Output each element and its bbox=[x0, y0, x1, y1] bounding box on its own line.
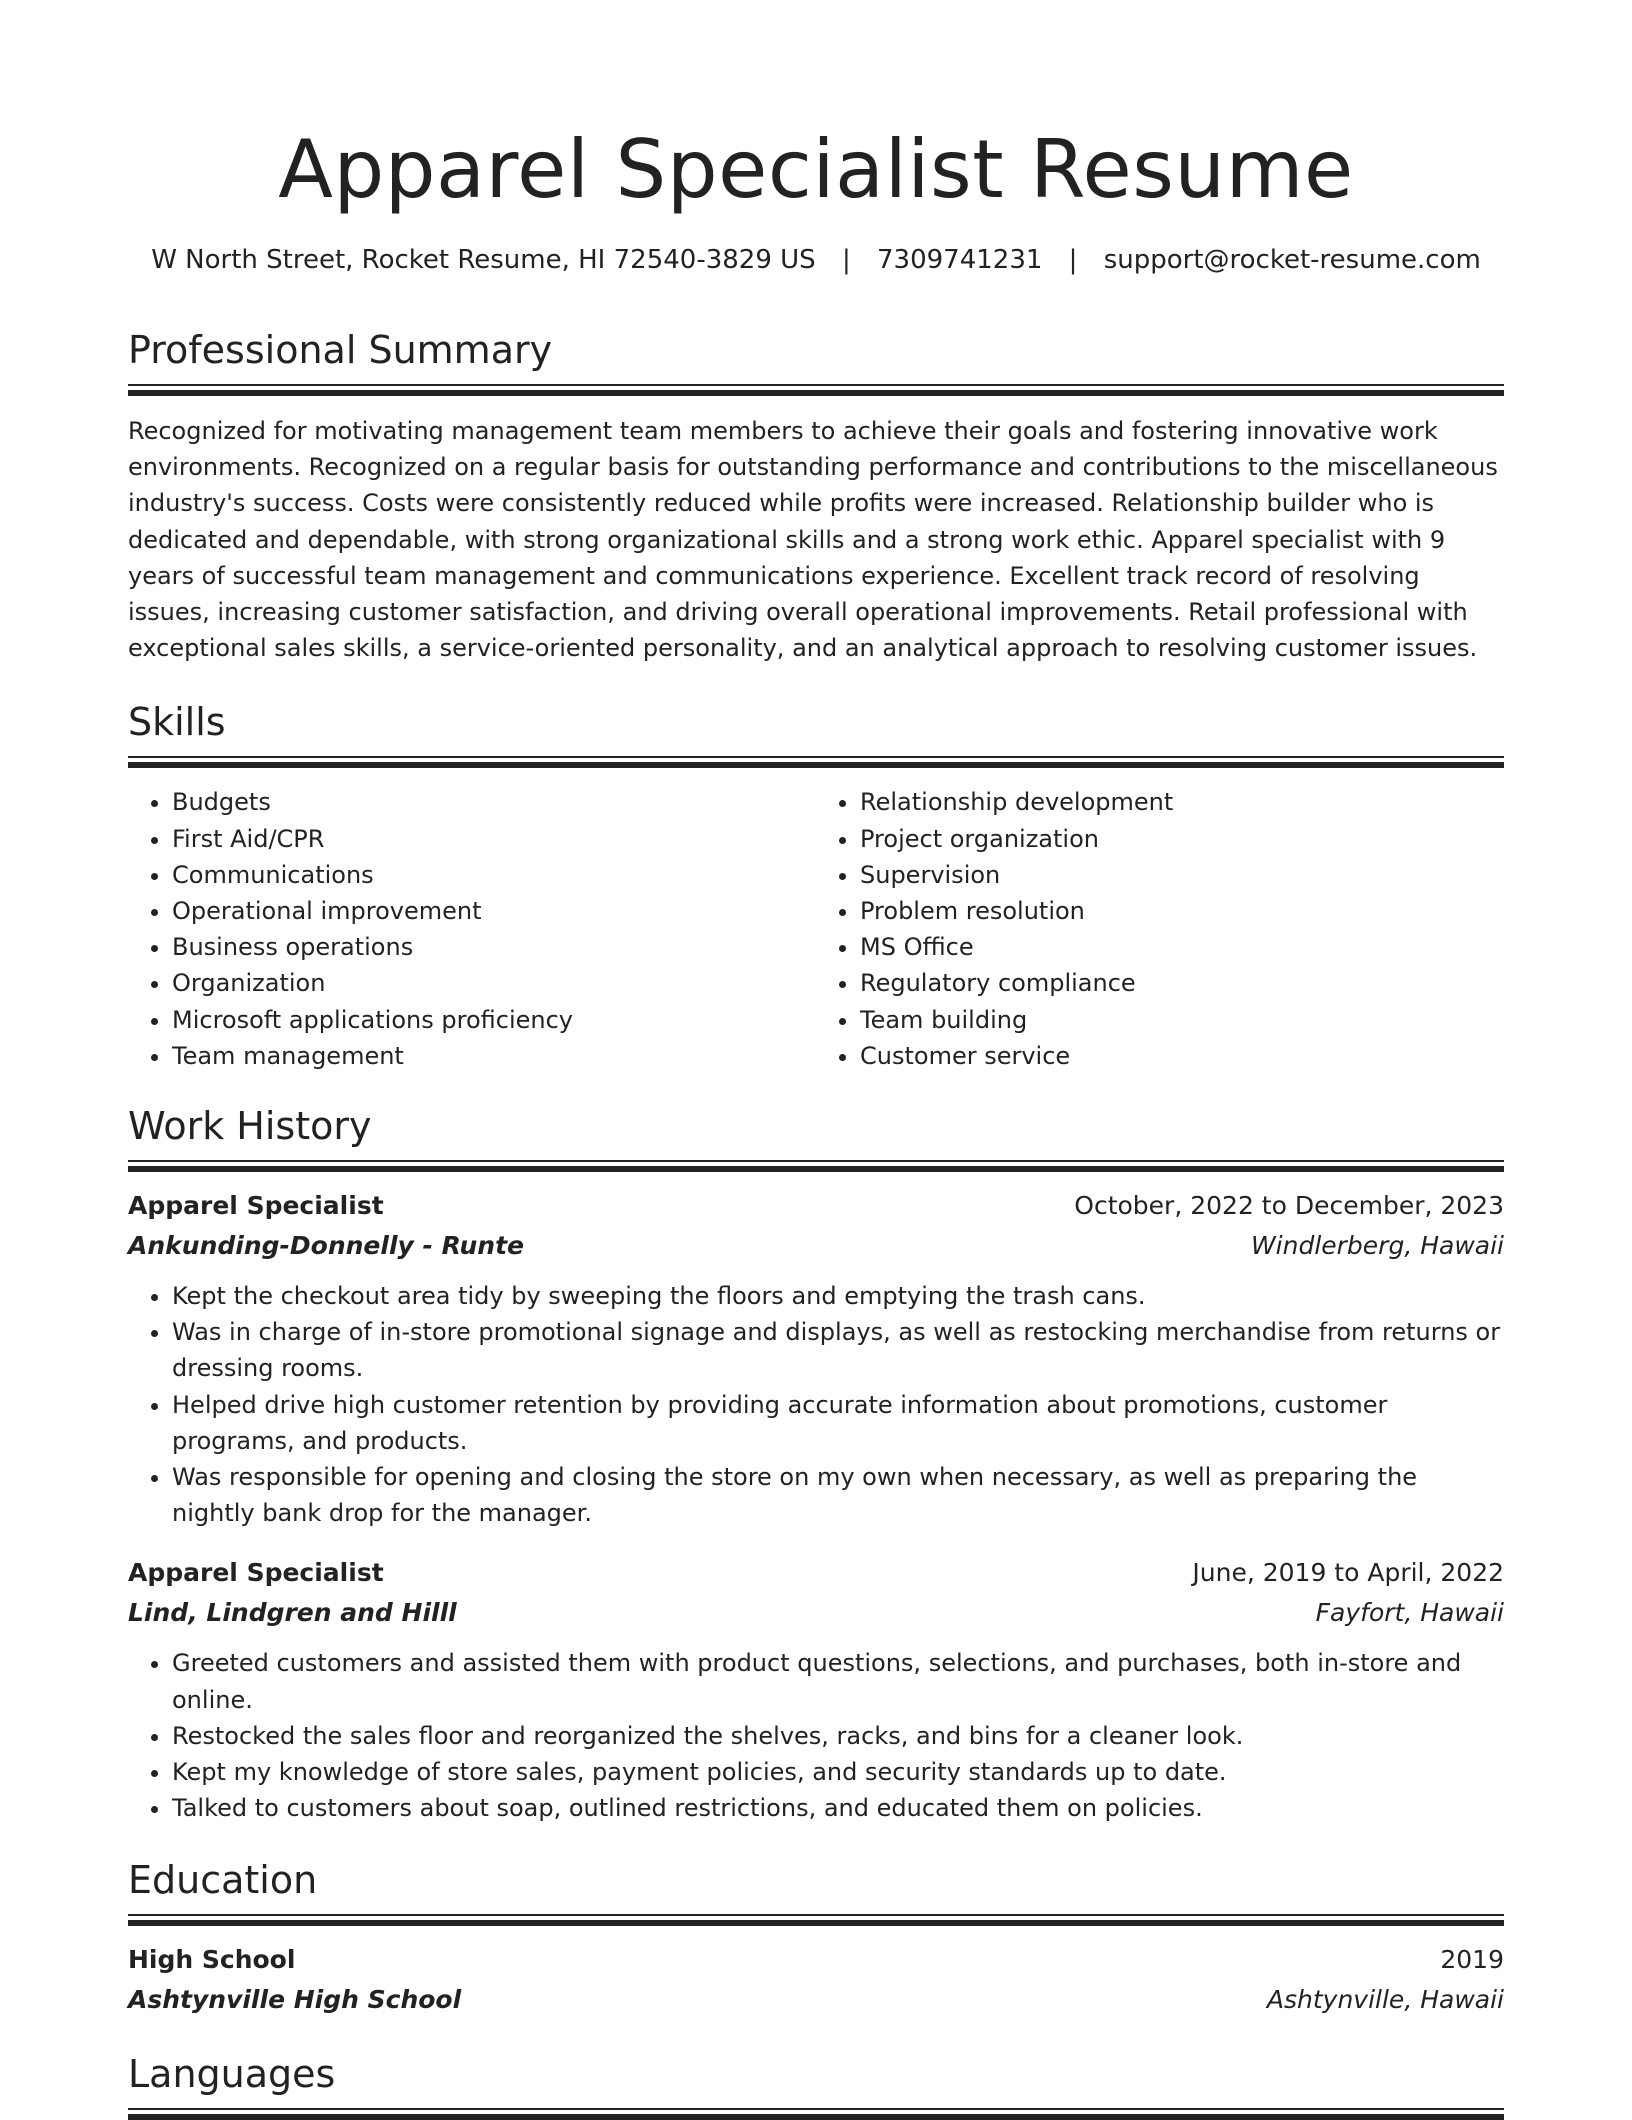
job-bullets bbox=[128, 1278, 1504, 1531]
education-school: Ashtynville High School bbox=[128, 1985, 462, 2015]
education-degree: High School bbox=[128, 1945, 296, 1975]
skill-item: • Supervision bbox=[860, 857, 1504, 893]
section-divider bbox=[128, 756, 1504, 768]
summary-text: Recognized for motivating management team members to achieve their goals and fostering innovative work environments. Recognized on a regular basis for outstanding performance and contributions to the miscellaneous industry's success. Costs were consistently reduced while profits were increased. Relationship builder who is dedicated and dependable, with strong organizational skills and a strong work ethic. Apparel specialist with 9 years of successful team management and communications experience. Excellent track record of resolving issues, increasing customer satisfaction, and driving overall operational improvements. Retail professional with exceptional sales skills, a service-oriented personality, and an analytical approach to resolving customer issues. bbox=[128, 417, 1498, 663]
job-bullet: • Kept my knowledge of store sales, payment policies, and security standards up to date. bbox=[172, 1754, 1504, 1790]
contact-address: W North Street, Rocket Resume, HI 72540-3829 US bbox=[151, 245, 816, 275]
job-location: Fayfort, Hawaii bbox=[1315, 1598, 1504, 1628]
skill-item: • Team management bbox=[172, 1038, 816, 1074]
education-section bbox=[128, 1856, 1504, 2020]
job-dates: June, 2019 to April, 2022 bbox=[1192, 1558, 1504, 1588]
job-location: Windlerberg, Hawaii bbox=[1250, 1231, 1504, 1261]
job-company: Ankunding-Donnelly - Runte bbox=[128, 1231, 524, 1261]
section-heading-languages: Languages bbox=[128, 2052, 336, 2097]
education-year: 2019 bbox=[1440, 1945, 1504, 1975]
job-title: Apparel Specialist bbox=[128, 1558, 384, 1588]
contact-line bbox=[128, 242, 1504, 278]
section-heading-work: Work History bbox=[128, 1104, 372, 1149]
skill-item: • Business operations bbox=[172, 929, 816, 965]
resume-title: Apparel Specialist Resume bbox=[278, 123, 1354, 216]
job-bullets bbox=[128, 1645, 1504, 1826]
skill-item: • Project organization bbox=[860, 821, 1504, 857]
job-company-row bbox=[128, 1593, 1504, 1633]
job-company-row bbox=[128, 1226, 1504, 1266]
job-bullet: • Was responsible for opening and closing the store on my own when necessary, as well as preparing the nightly bank drop for the manager. bbox=[172, 1459, 1504, 1531]
skill-item: • Budgets bbox=[172, 784, 816, 820]
education-location: Ashtynville, Hawaii bbox=[1266, 1985, 1504, 2015]
section-heading-education: Education bbox=[128, 1858, 318, 1903]
contact-separator: | bbox=[1068, 245, 1078, 275]
job-header-row bbox=[128, 1186, 1504, 1226]
job-title: Apparel Specialist bbox=[128, 1191, 384, 1221]
skill-item: • Customer service bbox=[860, 1038, 1504, 1074]
section-divider bbox=[128, 384, 1504, 396]
summary-section bbox=[128, 326, 1504, 666]
contact-phone: 7309741231 bbox=[876, 245, 1043, 275]
skill-item: • Microsoft applications proficiency bbox=[172, 1002, 816, 1038]
job-bullet: • Was in charge of in-store promotional signage and displays, as well as restocking merchandise from returns or dressing rooms. bbox=[172, 1314, 1504, 1386]
job-bullet: • Restocked the sales floor and reorganized the shelves, racks, and bins for a cleaner look. bbox=[172, 1718, 1504, 1754]
section-divider bbox=[128, 1160, 1504, 1172]
job-entry bbox=[128, 1553, 1504, 1826]
job-bullet: • Helped drive high customer retention by providing accurate information about promotions, customer programs, and products. bbox=[172, 1387, 1504, 1459]
skill-item: • Operational improvement bbox=[172, 893, 816, 929]
job-bullet: • Kept the checkout area tidy by sweeping the floors and emptying the trash cans. bbox=[172, 1278, 1504, 1314]
work-history-section bbox=[128, 1102, 1504, 1826]
skill-item: • Relationship development bbox=[860, 784, 1504, 820]
job-entry bbox=[128, 1186, 1504, 1531]
job-bullet: • Talked to customers about soap, outlined restrictions, and educated them on policies. bbox=[172, 1790, 1504, 1826]
job-bullet: • Greeted customers and assisted them with product questions, selections, and purchases, both in-store and online. bbox=[172, 1645, 1504, 1717]
section-divider bbox=[128, 2108, 1504, 2120]
skill-item: • Communications bbox=[172, 857, 816, 893]
section-heading-summary: Professional Summary bbox=[128, 328, 553, 372]
job-header-row bbox=[128, 1553, 1504, 1593]
skill-item: • MS Office bbox=[860, 929, 1504, 965]
skills-section bbox=[128, 698, 1504, 1074]
contact-separator: | bbox=[841, 245, 851, 275]
section-heading-skills: Skills bbox=[128, 700, 226, 745]
job-dates: October, 2022 to December, 2023 bbox=[1074, 1191, 1504, 1221]
skills-columns bbox=[128, 784, 1504, 1074]
education-school-row bbox=[128, 1980, 1504, 2020]
skill-item: • Organization bbox=[172, 965, 816, 1001]
contact-email: support@rocket-resume.com bbox=[1103, 245, 1481, 275]
job-company: Lind, Lindgren and Hilll bbox=[128, 1598, 457, 1628]
skills-list-left bbox=[128, 784, 816, 1074]
section-divider bbox=[128, 1914, 1504, 1926]
skill-item: • Regulatory compliance bbox=[860, 965, 1504, 1001]
skills-list-right bbox=[816, 784, 1504, 1074]
skill-item: • Problem resolution bbox=[860, 893, 1504, 929]
languages-section bbox=[128, 2050, 1504, 2120]
skill-item: • Team building bbox=[860, 1002, 1504, 1038]
skill-item: • First Aid/CPR bbox=[172, 821, 816, 857]
education-header-row bbox=[128, 1940, 1504, 1980]
